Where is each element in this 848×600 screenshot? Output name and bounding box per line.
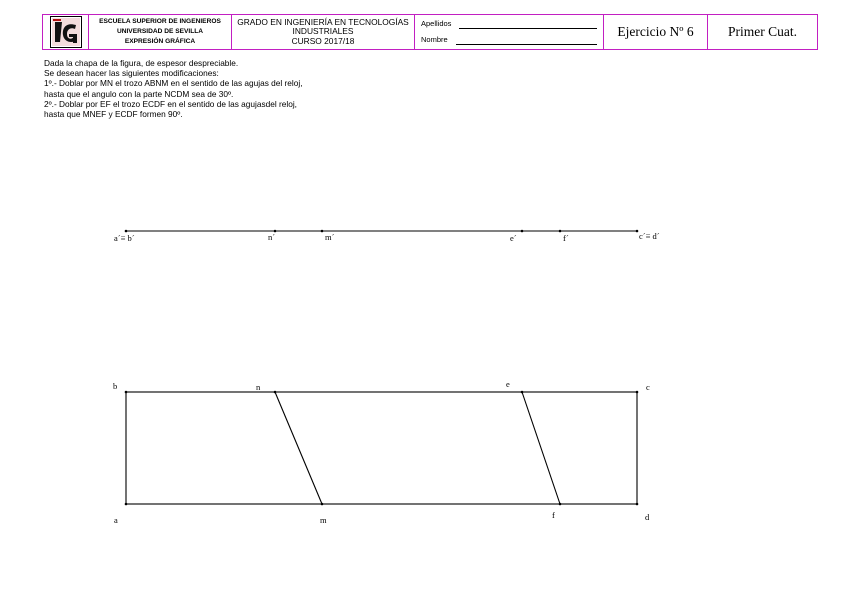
statement-line: hasta que el angulo con la parte NCDM sea de 30º. [44,88,234,99]
statement-line: Dada la chapa de la figura, de espesor despreciable. [44,58,239,68]
label-n-top: n´ [268,232,276,242]
point-e-top [521,230,524,233]
label-ab-top: a´≡ b´ [114,233,135,243]
label-a: a [114,515,118,525]
point-b [125,391,128,394]
school-name: ESCUELA SUPERIOR DE INGENIEROS [99,18,221,25]
course-year: CURSO 2017/18 [291,35,355,46]
statement-line: hasta que MNEF y ECDF formen 90º. [44,109,183,120]
top-view [114,230,660,243]
label-m: m [320,515,327,525]
sheet-outline [126,392,637,504]
point-cd-top [636,230,639,233]
point-c [636,391,639,394]
surname-label: Apellidos [421,19,452,28]
point-f-top [559,230,562,233]
point-a [125,503,128,506]
term-label: Primer Cuat. [728,24,797,39]
point-n [274,391,277,394]
point-m [321,503,324,506]
fold-line-ef [522,392,560,504]
label-f-top: f´ [563,233,569,243]
degree-line-1: GRADO EN INGENIERÍA EN TECNOLOGÍAS [237,16,409,27]
statement-line: 2º.- Doblar por EF el trozo ECDF en el sentido de las agujasdel reloj, [44,98,297,109]
label-c: c [646,382,650,392]
exercise-number: Ejercicio Nº 6 [604,15,708,49]
label-e-top: e´ [510,233,517,243]
front-view [113,379,650,525]
label-d: d [645,512,650,522]
point-m-top [321,230,324,233]
name-label: Nombre [421,35,448,44]
statement-line: 1º.- Doblar por MN el trozo ABNM en el sentido de las agujas del reloj, [44,78,303,89]
point-f [559,503,562,506]
statement-line: Se desean hacer las siguientes modificaciones: [44,68,219,79]
fold-line-mn [275,392,322,504]
label-e: e [506,379,510,389]
degree-line-2: INDUSTRIALES [292,26,354,37]
label-n: n [256,382,261,392]
label-b: b [113,381,118,391]
university-name: UNIVERSIDAD DE SEVILLA [116,28,204,35]
department-name: EXPRESIÓN GRÁFICA [124,38,196,45]
label-m-top: m´ [325,232,335,242]
label-f: f [552,510,555,520]
point-d [636,503,639,506]
point-ab-top [125,230,128,233]
point-e [521,391,524,394]
label-cd-top: c´≡ d´ [639,231,660,241]
